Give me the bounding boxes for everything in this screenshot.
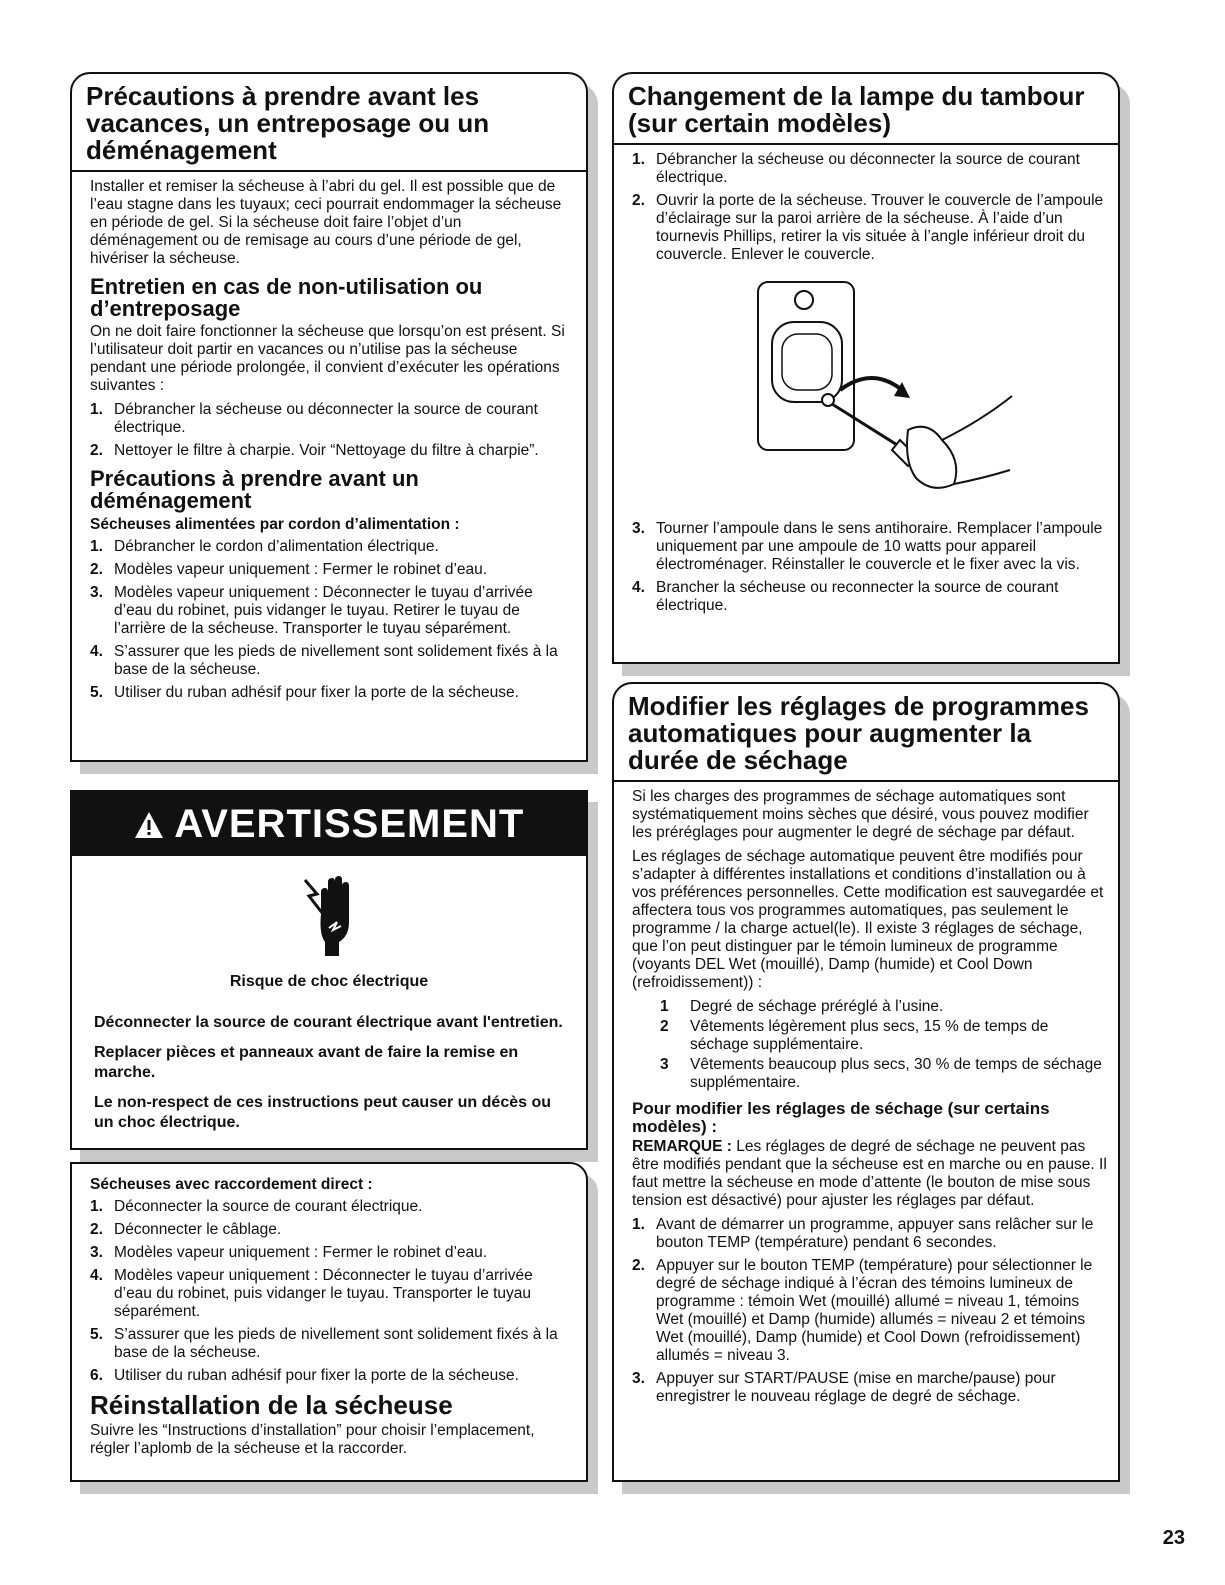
list-item: 5. S’assurer que les pieds de nivellement sont solidement fixés à la base de la sécheuse.	[90, 1326, 558, 1361]
list-item: 1. Débrancher la sécheuse ou déconnecter la source de courant électrique.	[90, 401, 538, 436]
list-item: 3. Tourner l’ampoule dans le sens antihoraire. Remplacer l’ampoule uniquement par une ampoule de 10 watts pour appareil électroménager. Réinstaller le couvercle et le fixer avec la vis.	[632, 520, 1103, 573]
list-item: 4. Modèles vapeur uniquement : Déconnecter le tuyau d’arrivée d’eau du robinet, puis vidanger le tuyau. Transporter le tuyau séparément.	[90, 1267, 533, 1320]
entretien-list	[90, 401, 572, 460]
page-number: 23	[1162, 1527, 1185, 1549]
warning-title: AVERTISSEMENT	[174, 802, 525, 846]
lampe-title: Changement de la lampe du tambour (sur certain modèles)	[614, 74, 1118, 145]
warning-line: Le non-respect de ces instructions peut causer un décès ou un choc électrique.	[94, 1094, 552, 1131]
list-item: 6. Utiliser du ruban adhésif pour fixer la porte de la sécheuse.	[90, 1367, 519, 1384]
list-item: 4. Brancher la sécheuse ou reconnecter la source de courant électrique.	[632, 579, 1059, 614]
list-item: 3. Modèles vapeur uniquement : Déconnecter le tuyau d’arrivée d’eau du robinet, puis vidanger le tuyau. Retirer le tuyau de l’arrière de la sécheuse. Transporter le tuyau séparément.	[90, 584, 533, 637]
list-item: 3. Modèles vapeur uniquement : Fermer le robinet d’eau.	[90, 1244, 488, 1261]
remarque: REMARQUE : Les réglages de degré de séchage ne peuvent pas être modifiés pendant que la sécheuse est en marche ou en pause. Il faut mettre la sécheuse en mode d’attente (le bouton de mise sous tension est désactivé) pour ajuster les réglages par défaut.	[632, 1138, 1107, 1209]
reglages-p1: Si les charges des programmes de séchage automatiques sont systématiquement moins sèches que désiré, vous pouvez modifier les préréglages pour augmenter le degré de séchage par défaut.	[632, 788, 1089, 841]
lampe-section	[612, 72, 1120, 664]
list-item: 3. Appuyer sur START/PAUSE (mise en marche/pause) pour enregistrer le nouveau réglage de degré de séchage.	[632, 1370, 1056, 1405]
list-item: 2. Nettoyer le filtre à charpie. Voir “Nettoyage du filtre à charpie”.	[90, 442, 539, 459]
entretien-title: Entretien en cas de non-utilisation ou d’entreposage	[90, 274, 483, 321]
warning-header	[72, 792, 586, 856]
list-item: 2 Vêtements légèrement plus secs, 15 % de temps de séchage supplémentaire.	[660, 1018, 1049, 1053]
steps-list	[632, 1216, 1108, 1406]
reglages-subtitle: Pour modifier les réglages de séchage (sur certains modèles) :	[632, 1099, 1050, 1136]
warning-line: Déconnecter la source de courant électrique avant l'entretien.	[94, 1014, 563, 1031]
list-item: 5. Utiliser du ruban adhésif pour fixer la porte de la sécheuse.	[90, 684, 519, 701]
list-item: 3 Vêtements beaucoup plus secs, 30 % de temps de séchage supplémentaire.	[660, 1056, 1102, 1091]
lampe-list	[632, 151, 1104, 264]
list-item: 2. Déconnecter le câblage.	[90, 1221, 282, 1238]
reglages-section	[612, 682, 1120, 1482]
list-item: 1. Débrancher le cordon d’alimentation électrique.	[90, 538, 439, 555]
reinstall-title: Réinstallation de la sécheuse	[90, 1390, 453, 1420]
warning-line: Replacer pièces et panneaux avant de faire la remise en marche.	[94, 1044, 519, 1081]
vacances-title: Précautions à prendre avant les vacances, un entreposage ou un déménagement	[72, 74, 586, 172]
cordon-list	[90, 538, 572, 702]
lamp-cover-illustration	[632, 270, 1104, 520]
warning-risk: Risque de choc électrique	[229, 973, 429, 990]
list-item: 2. Modèles vapeur uniquement : Fermer le robinet d’eau.	[90, 561, 488, 578]
direct-heading: Sécheuses avec raccordement direct :	[90, 1176, 373, 1193]
list-item: 2. Appuyer sur le bouton TEMP (température) pour sélectionner le degré de séchage indiqué à l’écran des témoins lumineux de programme : témoin Wet (mouillé) allumé = niveau 1, témoins Wet (mouillé) et Damp (humide) allumés = niveau 2 et témoins Wet (mouillé), Damp (humide) et Cool Down (refroidissement) allumés = niveau 3.	[632, 1257, 1093, 1364]
vacances-intro: Installer et remiser la sécheuse à l’abri du gel. Il est possible que de l’eau stagne dans les tuyaux; ceci pourrait endommager la sécheuse en période de gel. Si la sécheuse doit faire l’objet d’un déménagement ou de remisage au cours d’une période de gel, hivériser la sécheuse.	[90, 178, 562, 267]
vacances-section	[70, 72, 588, 762]
list-item: 1. Déconnecter la source de courant électrique.	[90, 1198, 423, 1215]
cordon-heading: Sécheuses alimentées par cordon d’alimentation :	[90, 516, 460, 533]
list-item: 4. S’assurer que les pieds de nivellement sont solidement fixés à la base de la sécheuse.	[90, 643, 558, 678]
direct-list	[90, 1198, 572, 1385]
direct-section	[70, 1162, 588, 1482]
warning-box	[70, 790, 588, 1150]
levels-list	[632, 998, 1108, 1092]
reglages-p2: Les réglages de séchage automatique peuvent être modifiés pour s’adapter à différentes installations et conditions d’installation ou à vos préférences personnelles. Cette modification est sauvegardée et affectera tous vos programmes automatiques, pas seulement le programme / la charge actuel(le). Il existe 3 réglages de séchage, que l’on peut distinguer par le témoin lumineux de programme (voyants DEL Wet (mouillé), Damp (humide) et Cool Down (refroidissement)) :	[632, 848, 1104, 991]
warning-triangle-icon	[134, 802, 175, 846]
entretien-text: On ne doit faire fonctionner la sécheuse que lorsqu’on est présent. Si l’utilisateur doit partir en vacances ou n’utilise pas la sécheuse pendant une période prolongée, il convient d’exécuter les opérations suivantes :	[90, 323, 565, 394]
reinstall-text: Suivre les “Instructions d’installation” pour choisir l’emplacement, régler l’aplomb de la sécheuse et la raccorder.	[90, 1422, 535, 1457]
list-item: 1. Avant de démarrer un programme, appuyer sans relâcher sur le bouton TEMP (température) pendant 6 secondes.	[632, 1216, 1094, 1251]
list-item: 2. Ouvrir la porte de la sécheuse. Trouver le couvercle de l’ampoule d’éclairage sur la paroi arrière de la sécheuse. À l’aide d’un tournevis Phillips, retirer la vis située à l’angle inférieur droit du couvercle. Enlever le couvercle.	[632, 192, 1104, 263]
list-item: 1. Débrancher la sécheuse ou déconnecter la source de courant électrique.	[632, 151, 1080, 186]
demenagement-title: Précautions à prendre avant un déménagement	[90, 466, 419, 513]
electric-shock-hand-icon	[72, 856, 586, 965]
reglages-title: Modifier les réglages de programmes automatiques pour augmenter la durée de séchage	[614, 684, 1118, 782]
lampe-list-2	[632, 520, 1104, 615]
list-item: 1 Degré de séchage préréglé à l’usine.	[660, 998, 944, 1015]
